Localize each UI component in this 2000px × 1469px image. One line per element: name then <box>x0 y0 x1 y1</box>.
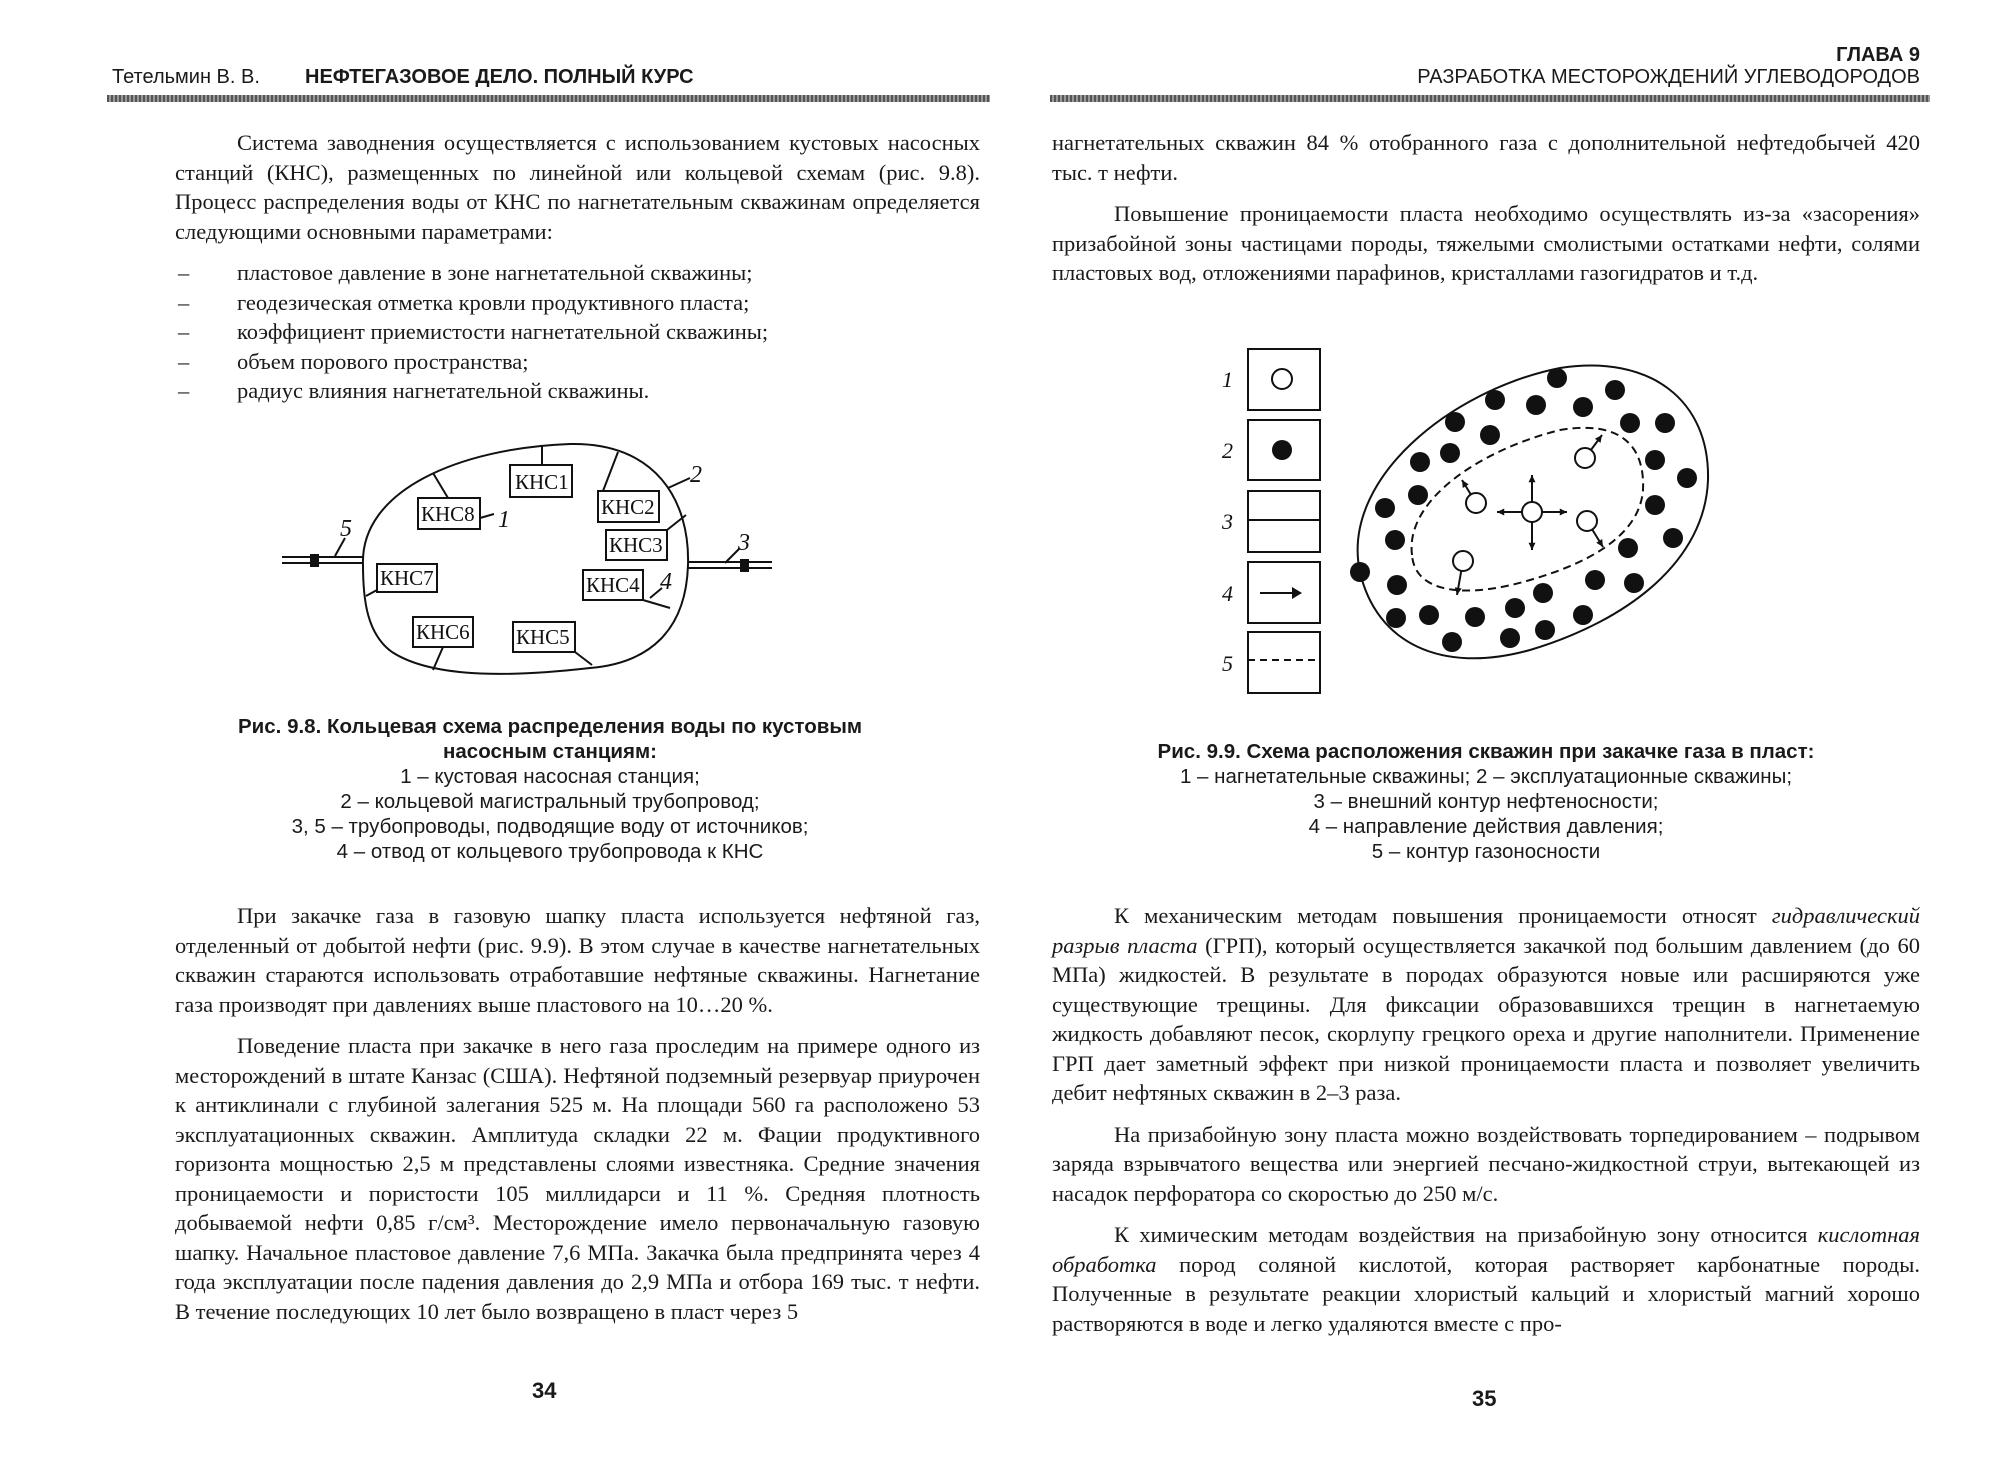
production-well <box>1480 425 1500 445</box>
list-item: – коэффициент приемистости нагнетательной скважины; <box>175 317 980 347</box>
term-emphasis: гидравлический разрыв пласта <box>1052 903 1920 958</box>
callout-label: 5 <box>340 516 352 542</box>
figure-9-9-caption <box>1086 739 1886 864</box>
list-item: – геодезическая отметка кровли продуктивного пласта; <box>175 288 980 318</box>
text: (ГРП), который осуществляется закачкой под большим давлением (до 60 МПа) жидкостей. В результате в породах образуются новые или расширяются уже существующие трещины. Для фиксации образовавшихся трещин в нагнетаемую жидкость добавляют песок, скорлупу грецкого ореха и другие наполнители. Применение ГРП дает заметный эффект при низкой проницаемости пласта и позволяет увеличить дебит нефтяных скважин в 2–3 раза. <box>1052 932 1920 1105</box>
station-label: КНС6 <box>416 620 470 644</box>
legend-box-gas-contour <box>1248 632 1320 693</box>
station-label: КНС4 <box>586 573 640 597</box>
callout-label: 1 <box>498 507 510 533</box>
legend-number: 5 <box>1222 651 1233 676</box>
paragraph <box>1052 901 1920 1108</box>
production-well <box>1663 528 1683 548</box>
production-well <box>1645 450 1665 470</box>
production-well <box>1500 628 1520 648</box>
flange <box>740 559 749 572</box>
caption-line: 1 – кустовая насосная станция; <box>400 765 700 788</box>
production-well <box>1386 608 1406 628</box>
right-text-bottom <box>1052 901 1920 1350</box>
paragraph: Система заводнения осуществляется с использованием кустовых насосных станций (КНС), размещенных по линейной или кольцевой схемам (рис. 9.8). Процесс распределения воды от КНС по нагнетательным скважинам определяется следующими основными параметрами: <box>175 130 980 244</box>
caption-line: 2 – кольцевой магистральный трубопровод; <box>340 790 760 813</box>
term-emphasis: кислотная обработка <box>1052 1222 1920 1277</box>
production-well <box>1573 397 1593 417</box>
left-text-top <box>175 128 980 406</box>
inlet-pipe-left <box>282 557 363 563</box>
production-well <box>1410 452 1430 472</box>
production-well <box>1440 443 1460 463</box>
header-book-title: НЕФТЕГАЗОВОЕ ДЕЛО. ПОЛНЫЙ КУРС <box>305 66 694 88</box>
station-label: КНС1 <box>515 470 569 494</box>
caption-title: Рис. 9.9. Схема расположения скважин при закачке газа в пласт: <box>1157 740 1815 763</box>
production-well <box>1645 495 1665 515</box>
arrow-head <box>1455 587 1462 595</box>
callout-label: 4 <box>660 569 672 595</box>
list-item: – пластовое давление в зоне нагнетательной скважины; <box>175 258 980 288</box>
figure-9-9-well-layout <box>1200 340 1760 700</box>
production-well <box>1533 583 1553 603</box>
injection-well <box>1577 511 1597 531</box>
arrow-head <box>1529 543 1536 550</box>
list-item: – объем порового пространства; <box>175 347 980 377</box>
production-well <box>1442 632 1462 652</box>
injection-well <box>1453 551 1473 571</box>
paragraph: При закачке газа в газовую шапку пласта используется нефтяной газ, отделенный от добытой нефти (рис. 9.9). В этом случае в качестве нагнетательных скважин стараются использовать отработавшие нефтяные скважины. Нагнетание газа производят при давлениях выше пластового на 10…20 %. <box>175 903 980 1017</box>
paragraph <box>1052 1220 1920 1338</box>
caption-line: 4 – отвод от кольцевого трубопровода к КНС <box>336 840 764 863</box>
production-well <box>1624 573 1644 593</box>
production-well <box>1585 570 1605 590</box>
inlet-pipe-right <box>688 562 772 568</box>
production-well <box>1655 413 1675 433</box>
caption-line: 4 – направление действия давления; <box>1308 815 1664 838</box>
callout-label: 2 <box>690 462 702 488</box>
injection-well <box>1575 448 1595 468</box>
production-well <box>1408 485 1428 505</box>
production-well <box>1535 620 1555 640</box>
production-well <box>1620 413 1640 433</box>
station-label: КНС2 <box>601 495 655 519</box>
page-number: 34 <box>532 1378 557 1403</box>
production-well <box>1573 605 1593 625</box>
list-item: – радиус влияния нагнетательной скважины. <box>175 376 980 406</box>
arrow-head <box>1529 475 1536 482</box>
production-well <box>1387 575 1407 595</box>
text: К механическим методам повышения проницаемости относят <box>1114 903 1772 928</box>
header-rule <box>107 95 990 102</box>
production-well <box>1547 368 1567 388</box>
caption-title: Рис. 9.8. Кольцевая схема распределения воды по кустовым насосным станциям: <box>238 715 862 763</box>
page-number: 35 <box>1472 1386 1497 1411</box>
caption-line: 3 – внешний контур нефтеносности; <box>1313 790 1659 813</box>
header-chapter-title: РАЗРАБОТКА МЕСТОРОЖДЕНИЙ УГЛЕВОДОРОДОВ <box>1417 66 1920 88</box>
caption-line: 5 – контур газоносности <box>1371 840 1601 863</box>
legend-box-injection-well <box>1248 349 1320 410</box>
production-well <box>1526 395 1546 415</box>
text: пород соляной кислотой, которая растворяет карбонатные породы. Полученные в результате реакции хлористый кальций и хлористый магний хорошо растворяются в воде и легко удаляются вместе с про- <box>1052 1251 1920 1336</box>
legend-number: 3 <box>1222 509 1233 534</box>
header-author: Тетельмин В. В. <box>112 66 260 88</box>
production-well <box>1465 607 1485 627</box>
station-label: КНС7 <box>380 566 434 590</box>
station-label: КНС8 <box>421 502 475 526</box>
paragraph: Повышение проницаемости пласта необходимо осуществлять из-за «засорения» призабойной зоны частицами породы, тяжелыми смолистыми остатками нефти, солями пластовых вод, отложениями парафинов, кристаллами газогидратов и т.д. <box>1052 201 1920 285</box>
production-well <box>1505 598 1525 618</box>
production-well <box>1445 412 1465 432</box>
station-label: КНС5 <box>516 625 570 649</box>
figure-9-8-caption <box>200 714 900 864</box>
production-well <box>1618 538 1638 558</box>
parameter-list <box>175 258 980 406</box>
paragraph: Поведение пласта при закачке в него газа проследим на примере одного из месторождений в штате Канзас (США). Нефтяной подземный резервуар приурочен к антиклинали с глубиной залегания 525 м. На площади 560 га расположено 53 эксплуатационных скважин. Амплитуда складки 22 м. Фации продуктивного горизонта мощностью 2,5 м представлены слоями известняка. Средние значения проницаемости и пористости 105 миллидарси и 11 %. Средняя плотность добываемой нефти 0,85 г/см³. Месторождение имело первоначальную газовую шапку. Начальное пластовое давление 7,6 МПа. Закачка была предпринята через 4 года эксплуатации после падения давления до 2,9 МПа и отбора 169 тыс. т нефти. В течение последующих 10 лет было возвращено в пласт через 5 <box>175 1033 980 1324</box>
production-well <box>1677 468 1697 488</box>
flange <box>310 554 319 567</box>
legend-number: 2 <box>1222 438 1233 463</box>
paragraph: На призабойную зону пласта можно воздействовать торпедированием – подрывом заряда взрывчатого вещества или энергией песчано-жидкостной струи, вытекающей из насадок перфоратора со скоростью до 250 м/с. <box>1052 1121 1920 1206</box>
legend-number: 1 <box>1222 367 1233 392</box>
station-label: КНС3 <box>609 533 663 557</box>
figure-9-8-ring-diagram <box>270 430 830 690</box>
callout-label: 3 <box>738 530 750 556</box>
text: К химическим методам воздействия на призабойную зону относится <box>1114 1222 1818 1247</box>
legend-number: 4 <box>1222 581 1233 606</box>
production-well <box>1485 390 1505 410</box>
arrow-head <box>1560 509 1567 516</box>
paragraph: нагнетательных скважин 84 % отобранного газа с дополнительной нефтедобычей 420 тыс. т нефти. <box>1052 130 1920 185</box>
caption-line: 1 – нагнетательные скважины; 2 – эксплуатационные скважины; <box>1179 765 1793 788</box>
right-text-top <box>1052 128 1920 300</box>
injection-well <box>1522 502 1542 522</box>
injection-well <box>1466 493 1486 513</box>
header-chapter: ГЛАВА 9 <box>1836 44 1920 66</box>
production-well <box>1375 498 1395 518</box>
injection-wells <box>1453 435 1603 595</box>
production-well <box>1385 530 1405 550</box>
production-well <box>1350 562 1370 582</box>
production-well <box>1605 380 1625 400</box>
legend-box-oil-contour <box>1248 491 1320 552</box>
caption-line: 3, 5 – трубопроводы, подводящие воду от источников; <box>291 815 809 838</box>
arrow-head <box>1497 509 1504 516</box>
header-rule <box>1050 95 1930 102</box>
production-well <box>1419 605 1439 625</box>
left-text-bottom <box>175 901 980 1338</box>
